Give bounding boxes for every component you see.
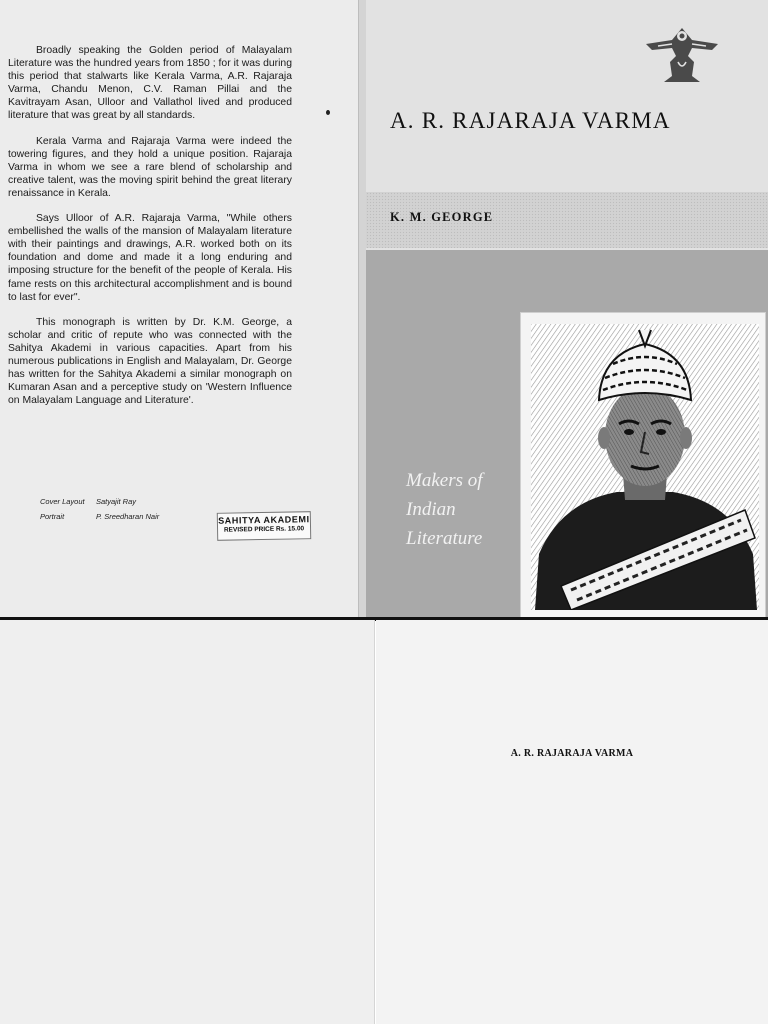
credit-value: Satyajit Ray: [96, 497, 137, 506]
sahitya-akademi-emblem-icon: [642, 22, 722, 88]
series-line: Indian: [406, 499, 456, 520]
credits: [40, 494, 220, 524]
portrait-frame: [520, 312, 766, 618]
credit-label: Cover Layout: [40, 497, 85, 506]
blurb-paragraph-1: Broadly speaking the Golden period of Malayalam Literature was the hundred years from 1850 ; for it was during this period that stalwarts like Kerala Varma, A.R. Rajaraja Varma, Chandu Menon, C.V. Raman Pillai and the Kavitrayam Asan, Ulloor and Vallathol lived and produced literature that was great by all standards.: [8, 45, 292, 122]
half-title: A. R. RAJARAJA VARMA: [510, 748, 634, 759]
front-cover: [366, 0, 768, 618]
credit-portrait: [40, 509, 220, 524]
series-line: Literature: [406, 528, 483, 549]
blurb-paragraph-3: Says Ulloor of A.R. Rajaraja Varma, "While others embellished the walls of the mansion of Malayalam literature with their paintings and drawings, A.R. worked both on its foundation and dome and made it a long enduring and imposing structure for the benefit of the people of Kerala. His fame rests on this architectural accomplishment and is bound to last for ever".: [8, 213, 292, 303]
price-sticker-publisher: SAHITYA AKADEMI: [218, 514, 310, 526]
series-line: Makers of: [406, 470, 483, 491]
series-title: [406, 466, 526, 553]
credit-cover-layout: [40, 494, 220, 509]
credit-value: P. Sreedharan Nair: [96, 512, 160, 521]
back-cover-blurb: [8, 44, 292, 419]
blurb-paragraph-4: This monograph is written by Dr. K.M. George, a scholar and critic of repute who was connected with the Sahitya Akademi in various capacities. Apart from his numerous publications in English and Malayalam, Dr. George has written for the Sahitya Akademi a similar monograph on Kumaran Asan and a perceptive study on 'Western Influence on Malayalam Language and Literature'.: [8, 316, 292, 407]
half-title-page: [376, 620, 768, 1024]
price-sticker-price: REVISED PRICE Rs. 15.00: [223, 525, 305, 534]
price-sticker: [217, 511, 311, 541]
credit-label: Portrait: [40, 512, 65, 521]
cover-title: A. R. RAJARAJA VARMA: [390, 108, 671, 133]
author-portrait: [531, 324, 759, 610]
ink-dot: [326, 110, 330, 115]
back-cover: [0, 0, 362, 618]
cover-author: K. M. GEORGE: [390, 210, 494, 224]
blurb-paragraph-2: Kerala Varma and Rajaraja Varma were indeed the towering figures, and they hold a unique position. Rajaraja Varma in whom we see a rare blend of scholarship and creative talent, was the moving spirit behind the great literary renaissance in Kerala.: [8, 135, 292, 199]
blank-endpaper: [0, 620, 375, 1024]
